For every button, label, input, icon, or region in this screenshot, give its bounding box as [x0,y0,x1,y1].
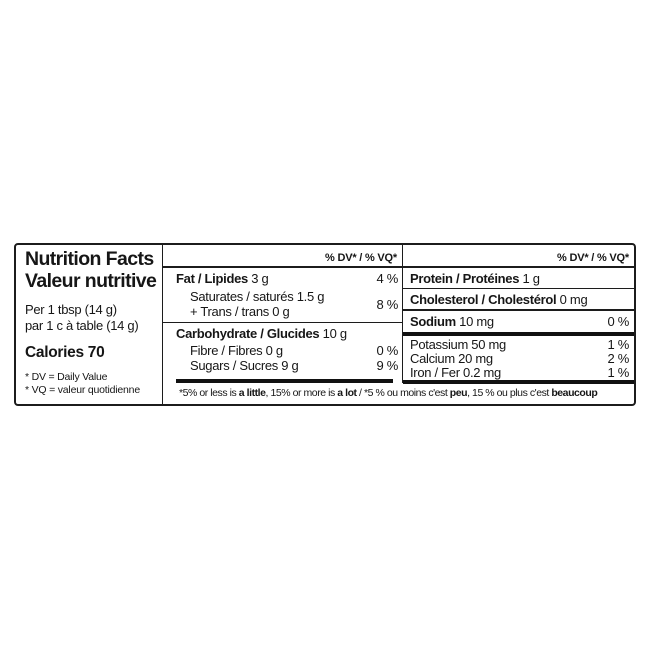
label-main-area [163,245,634,404]
daily-value-header-middle: % DV* / % VQ* [325,252,397,264]
dv-footnote: *5% or less is a little, 15% or more is a lot / *5 % ou moins c'est peu, 15 % ou plus c'est beaucoup [179,387,598,399]
cholesterol-label: Cholesterol / Cholestérol 0 mg [410,292,588,307]
label-middle-column [163,245,402,383]
fat-dv-value: 4 % [376,270,398,286]
sodium-label: Sodium 10 mg [410,313,494,329]
saturates-trans-label: Saturates / saturés 1.5 g + Trans / trans 0 g [190,288,325,319]
nutrient-row-calcium [403,352,634,366]
vq-definition: * VQ = valeur quotidienne [25,383,140,396]
nutrient-row-cholesterol [403,289,634,309]
nutrient-row-sodium [403,311,634,331]
title-english: Nutrition Facts [25,248,154,270]
label-left-column [16,245,163,404]
fibre-dv-value: 0 % [376,343,398,358]
serving-size [25,302,158,334]
nutrient-row-iron [403,366,634,380]
footnote-abbreviations [25,371,158,396]
potassium-dv-value: 1 % [607,336,629,352]
nutrient-row-saturates-trans [163,288,402,321]
nutrient-row-carbohydrate [163,323,402,343]
calories-line: Calories 70 [25,344,105,361]
nutrient-row-fat [163,268,402,288]
title-french: Valeur nutritive [25,270,157,292]
iron-label: Iron / Fer 0.2 mg [410,364,501,380]
sugars-dv-value: 9 % [376,358,398,373]
nutrient-row-protein [403,268,634,288]
serving-size-french: par 1 c à table (14 g) [25,318,139,333]
label-right-column [402,245,634,383]
sodium-dv-value: 0 % [607,313,629,329]
dv-definition: * DV = Daily Value [25,371,108,383]
daily-value-header-right: % DV* / % VQ* [557,252,629,264]
saturates-trans-dv-value: 8 % [376,296,398,312]
serving-size-english: Per 1 tbsp (14 g) [25,302,117,317]
iron-dv-value: 1 % [607,364,629,380]
protein-label: Protein / Protéines 1 g [410,270,540,286]
calcium-dv-value: 2 % [607,350,629,366]
nutrient-row-fibre [163,343,402,358]
nutrient-columns [163,245,634,383]
thick-bar [403,332,634,336]
nutrient-row-potassium [403,338,634,352]
calcium-label: Calcium 20 mg [410,350,493,366]
fat-label: Fat / Lipides 3 g [176,270,269,286]
potassium-label: Potassium 50 mg [410,336,506,352]
nutrition-facts-label [14,243,636,406]
fibre-label: Fibre / Fibres 0 g [190,343,283,358]
nutrient-row-sugars [163,358,402,373]
sugars-label: Sugars / Sucres 9 g [190,358,299,373]
carbohydrate-label: Carbohydrate / Glucides 10 g [176,326,347,341]
